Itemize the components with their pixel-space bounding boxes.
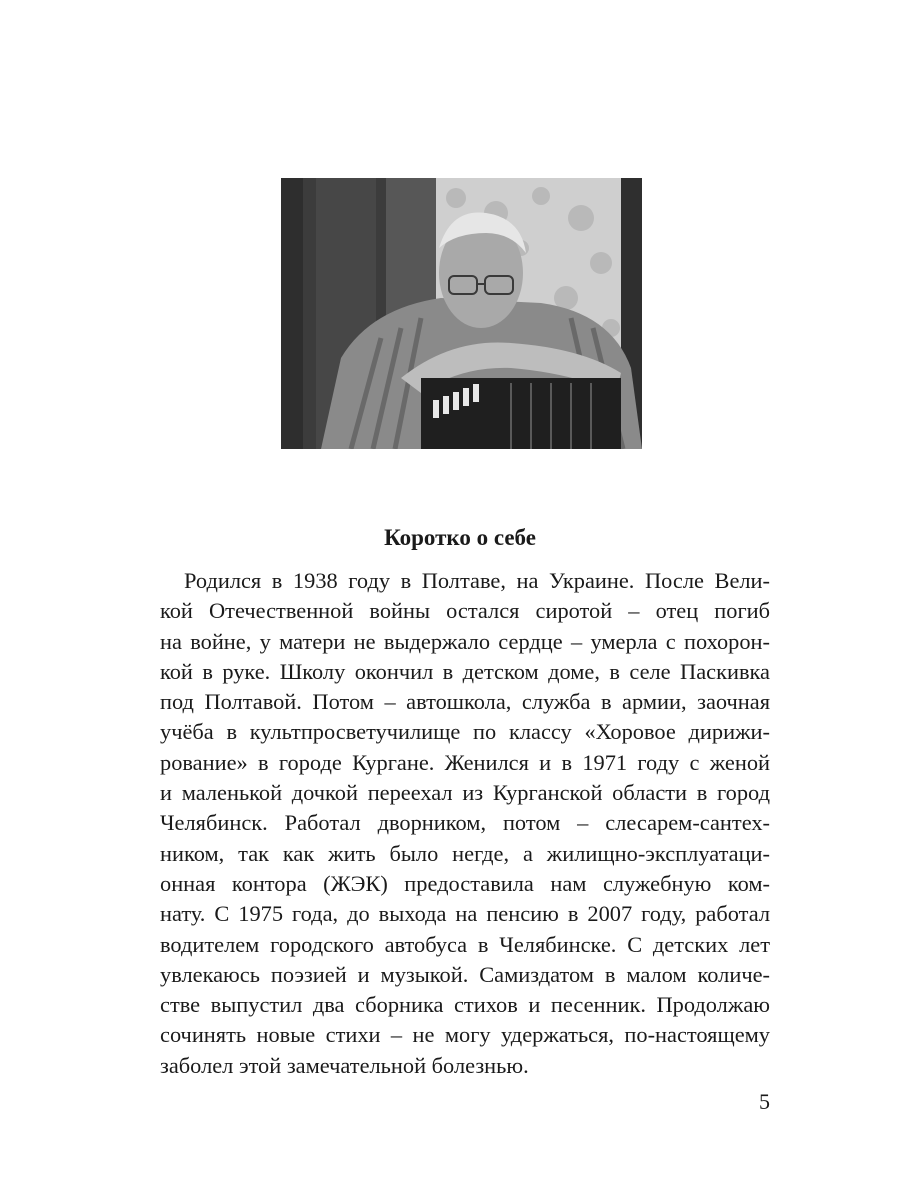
text-line: водителем городского автобуса в Челябинске. С детских лет: [160, 931, 770, 957]
text-line: увлекаюсь поэзией и музыкой. Самиздатом в малом количе-: [160, 961, 770, 987]
text-line: рование» в городе Кургане. Женился и в 1971 году с женой: [160, 749, 770, 775]
text-line: кой Отечественной войны остался сиротой – отец погиб: [160, 598, 770, 624]
text-line: на войне, у матери не выдержало сердце – умерла с похорон-: [160, 628, 770, 654]
biography-paragraph: [160, 566, 770, 1081]
text-line: учёба в культпросветучилище по классу «Хоровое дирижи-: [160, 719, 770, 745]
text-line: под Полтавой. Потом – автошкола, служба в армии, заочная: [160, 689, 770, 715]
text-line: стве выпустил два сборника стихов и песенник. Продолжаю: [160, 992, 770, 1018]
author-photo: [281, 178, 642, 449]
section-heading: Коротко о себе: [384, 525, 536, 550]
text-line: Родился в 1938 году в Полтаве, на Украине. После Вели-: [184, 568, 770, 593]
text-line: нату. С 1975 года, до выхода на пенсию в 2007 году, работал: [160, 901, 770, 927]
text-line: онная контора (ЖЭК) предоставила нам служебную ком-: [160, 870, 770, 896]
text-line: ником, так как жить было негде, а жилищно-эксплуатаци-: [160, 840, 770, 866]
text-line: кой в руке. Школу окончил в детском доме, в селе Паскивка: [160, 658, 770, 684]
text-line: сочинять новые стихи – не могу удержаться, по-настоящему: [160, 1022, 770, 1048]
text-line: и маленькой дочкой переехал из Курганской области в город: [160, 780, 770, 806]
text-line: заболел этой замечательной болезнью.: [160, 1052, 529, 1078]
page-number: 5: [759, 1089, 770, 1114]
text-line: Челябинск. Работал дворником, потом – слесарем-сантех-: [160, 810, 770, 836]
